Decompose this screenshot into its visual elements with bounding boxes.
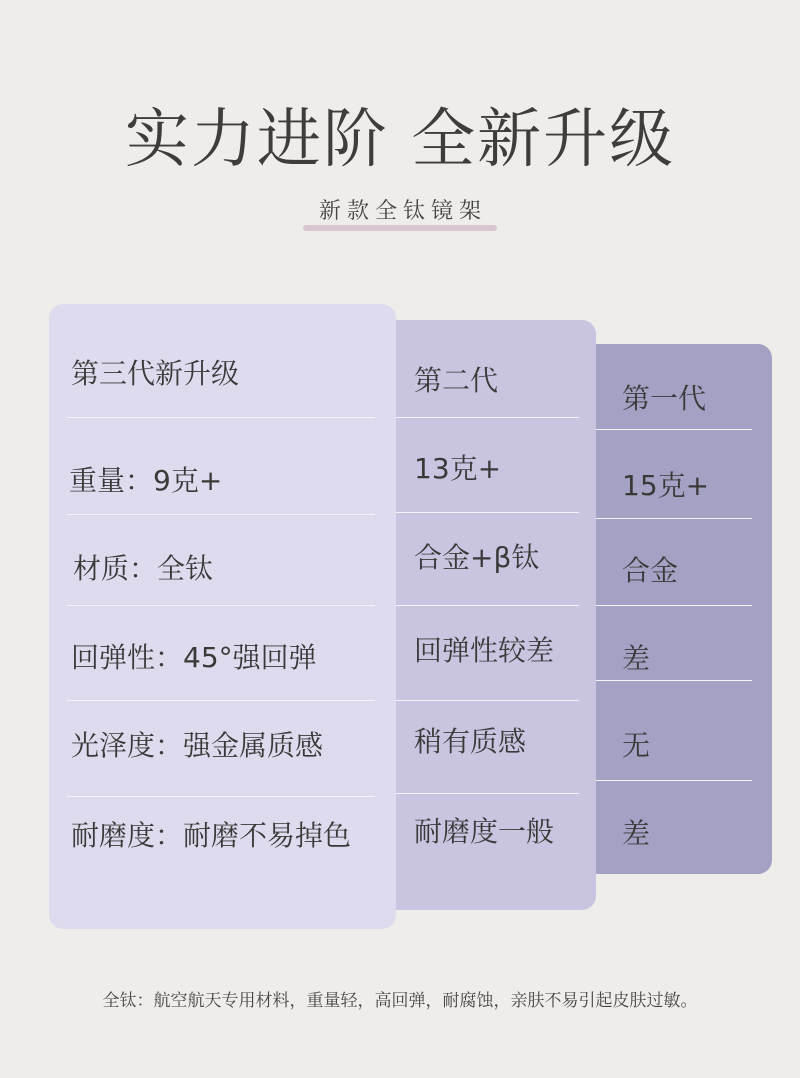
gen3-weight: 重量：9克+ <box>69 464 223 497</box>
gen2-weight: 13克+ <box>414 452 502 485</box>
gen2-elasticity: 回弹性较差 <box>414 634 555 667</box>
gen1-gloss: 无 <box>622 729 651 762</box>
gen1-divider <box>596 518 752 519</box>
gen2-divider <box>396 512 579 513</box>
gen3-divider <box>67 605 375 606</box>
gen2-divider <box>396 605 579 606</box>
gen1-divider <box>596 680 752 681</box>
gen2-gloss: 稍有质感 <box>414 725 527 758</box>
gen1-header: 第一代 <box>622 382 707 415</box>
gen1-material: 合金 <box>622 554 679 587</box>
footer-note: 全钛：航空航天专用材料，重量轻，高回弹，耐腐蚀，亲肤不易引起皮肤过敏。 <box>102 991 698 1011</box>
gen3-divider <box>67 796 375 797</box>
gen2-divider <box>396 793 579 794</box>
gen1-divider <box>596 605 752 606</box>
gen3-divider <box>67 417 375 418</box>
gen1-elasticity: 差 <box>622 642 651 675</box>
subtitle-underline <box>303 225 497 231</box>
gen2-divider <box>396 700 579 701</box>
gen1-wear: 差 <box>622 817 651 850</box>
gen2-card <box>384 320 596 910</box>
gen3-divider <box>67 514 375 515</box>
gen2-material: 合金+β钛 <box>414 541 540 574</box>
gen2-wear: 耐磨度一般 <box>414 815 555 848</box>
gen3-elasticity: 回弹性：45°强回弹 <box>71 641 317 674</box>
gen1-weight: 15克+ <box>622 469 710 502</box>
gen3-header: 第三代新升级 <box>71 357 240 390</box>
gen3-wear: 耐磨度：耐磨不易掉色 <box>71 819 352 852</box>
gen3-card <box>49 304 396 929</box>
subtitle-text: 新款全钛镜架 <box>318 199 487 224</box>
gen3-material: 材质：全钛 <box>73 552 214 585</box>
gen1-divider <box>596 429 752 430</box>
gen3-divider <box>67 700 375 701</box>
gen2-divider <box>396 417 579 418</box>
gen2-header: 第二代 <box>414 364 499 397</box>
gen1-card <box>584 344 772 874</box>
subtitle <box>303 194 497 231</box>
gen3-gloss: 光泽度：强金属质感 <box>71 729 324 762</box>
page-title: 实力进阶 全新升级 <box>124 103 676 177</box>
subtitle-wrap <box>0 194 800 231</box>
gen1-divider <box>596 780 752 781</box>
